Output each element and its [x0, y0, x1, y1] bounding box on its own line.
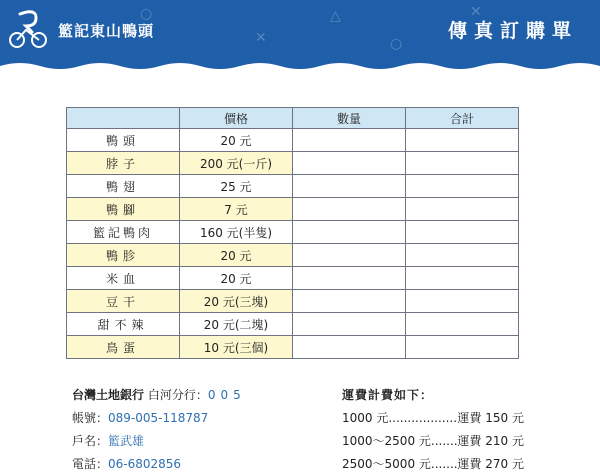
phone-label: 電話： [72, 457, 109, 471]
item-price: 25 元 [180, 175, 293, 198]
item-price: 10 元(三個) [180, 336, 293, 359]
header-band [0, 0, 600, 74]
table-row [67, 313, 519, 336]
quantity-cell[interactable] [293, 198, 406, 221]
quantity-cell[interactable] [293, 290, 406, 313]
table-row [67, 290, 519, 313]
order-table [66, 107, 519, 359]
item-name: 脖子 [67, 152, 180, 175]
item-price: 200 元(一斤) [180, 152, 293, 175]
item-name: 鳥蛋 [67, 336, 180, 359]
total-cell[interactable] [406, 313, 519, 336]
tier-fee: 270 元 [485, 457, 524, 471]
total-cell[interactable] [406, 221, 519, 244]
table-row [67, 244, 519, 267]
bank-branch: 白河分行： [147, 388, 208, 402]
item-price: 160 元(半隻) [180, 221, 293, 244]
total-cell[interactable] [406, 175, 519, 198]
quantity-cell[interactable] [293, 129, 406, 152]
decoration-circle: ○ [390, 36, 403, 52]
decoration-triangle: △ [330, 8, 341, 24]
item-name: 豆干 [67, 290, 180, 313]
dot-leader [388, 407, 457, 430]
item-price: 20 元 [180, 267, 293, 290]
total-cell[interactable] [406, 129, 519, 152]
quantity-cell[interactable] [293, 244, 406, 267]
header-item [67, 108, 180, 129]
brand-name: 籃記東山鴨頭 [58, 22, 155, 40]
total-cell[interactable] [406, 336, 519, 359]
header-total: 合計 [406, 108, 519, 129]
decoration-star: ✕ [255, 30, 267, 46]
quantity-cell[interactable] [293, 175, 406, 198]
duck-bicycle-logo-icon [6, 6, 50, 50]
item-price: 20 元 [180, 129, 293, 152]
bank-name: 台灣土地銀行 [72, 388, 145, 402]
dot-leader [431, 430, 458, 453]
header-quantity: 數量 [293, 108, 406, 129]
shipping-tier [342, 430, 524, 453]
item-name: 鴨翅 [67, 175, 180, 198]
table-row [67, 129, 519, 152]
account-row [72, 407, 246, 430]
tier-fee: 210 元 [485, 434, 524, 448]
shipping-title: 運費計費如下： [342, 388, 434, 402]
account-label: 帳號： [72, 411, 109, 425]
tier-fee-label: 運費 [457, 411, 482, 425]
bank-info [72, 384, 246, 476]
page-title: 傳真訂購單 [447, 20, 578, 42]
item-name: 鴨腳 [67, 198, 180, 221]
header-wave [0, 56, 600, 74]
table-row [67, 336, 519, 359]
tier-fee: 150 元 [485, 411, 524, 425]
item-name: 籃記鴨肉 [67, 221, 180, 244]
bank-name-row [72, 384, 246, 407]
holder-row [72, 430, 246, 453]
tier-range: 2500～5000 元 [342, 457, 431, 471]
item-name: 鴨胗 [67, 244, 180, 267]
item-price: 20 元(二塊) [180, 313, 293, 336]
table-row [67, 221, 519, 244]
decoration-circle: ○ [140, 6, 153, 22]
item-name: 米血 [67, 267, 180, 290]
table-header-row [67, 108, 519, 129]
table-row [67, 198, 519, 221]
table-row [67, 152, 519, 175]
table-row [67, 267, 519, 290]
item-price: 7 元 [180, 198, 293, 221]
item-price: 20 元(三塊) [180, 290, 293, 313]
phone-row [72, 453, 246, 476]
shipping-tier [342, 453, 524, 476]
tier-fee-label: 運費 [457, 457, 482, 471]
decoration-star: ✕ [470, 4, 482, 20]
tier-range: 1000 元 [342, 411, 389, 425]
total-cell[interactable] [406, 198, 519, 221]
dot-leader [431, 453, 458, 476]
tier-fee-label: 運費 [457, 434, 482, 448]
quantity-cell[interactable] [293, 336, 406, 359]
branch-code: 005 [207, 388, 246, 402]
item-name: 鴨頭 [67, 129, 180, 152]
account-holder: 籃武雄 [108, 434, 145, 448]
table-row [67, 175, 519, 198]
phone-number: 06-6802856 [108, 457, 182, 471]
total-cell[interactable] [406, 152, 519, 175]
quantity-cell[interactable] [293, 152, 406, 175]
total-cell[interactable] [406, 244, 519, 267]
quantity-cell[interactable] [293, 267, 406, 290]
shipping-tier [342, 407, 524, 430]
total-cell[interactable] [406, 290, 519, 313]
quantity-cell[interactable] [293, 313, 406, 336]
shipping-info [342, 384, 524, 476]
account-number: 089-005-118787 [108, 411, 209, 425]
header-price: 價格 [180, 108, 293, 129]
item-price: 20 元 [180, 244, 293, 267]
tier-range: 1000～2500 元 [342, 434, 431, 448]
item-name: 甜不辣 [67, 313, 180, 336]
quantity-cell[interactable] [293, 221, 406, 244]
total-cell[interactable] [406, 267, 519, 290]
holder-label: 戶名： [72, 434, 109, 448]
